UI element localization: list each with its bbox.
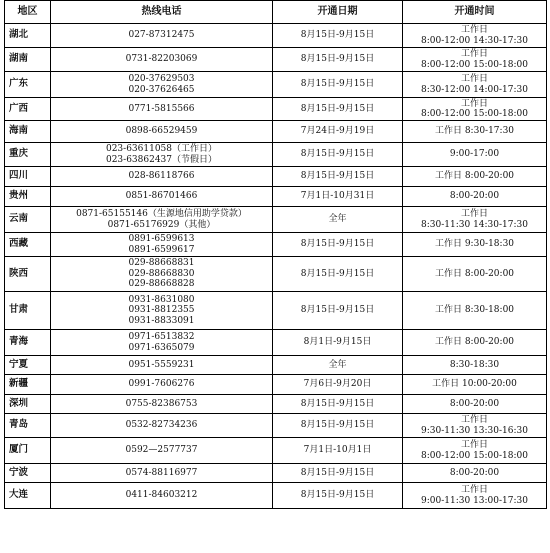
hours-cell: 工作日 8:00-12:00 14:30-17:30: [403, 24, 547, 48]
hotline-table: [4, 0, 547, 509]
header-dates: 开通日期: [273, 1, 403, 24]
phone-cell: 0991-7606276: [51, 375, 273, 395]
phone-cell: 0851-86701466: [51, 187, 273, 207]
hours-cell: 工作日 8:00-12:00 15:00-18:00: [403, 98, 547, 121]
phone-cell: 029-88668831 029-88668830 029-88668828: [51, 257, 273, 292]
table-row: [5, 72, 547, 98]
phone-cell: 020-37629503 020-37626465: [51, 72, 273, 98]
dates-cell: 7月6日-9月20日: [273, 375, 403, 395]
hours-cell: 工作日 8:30-11:30 14:30-17:30: [403, 207, 547, 233]
table-row: [5, 207, 547, 233]
dates-cell: 8月15日-9月15日: [273, 167, 403, 187]
table-row: [5, 375, 547, 395]
hours-cell: 工作日 8:00-12:00 15:00-18:00: [403, 438, 547, 464]
dates-cell: 8月15日-9月15日: [273, 414, 403, 438]
phone-cell: 0951-5559231: [51, 356, 273, 375]
phone-cell: 0898-66529459: [51, 121, 273, 143]
table-body: [5, 24, 547, 509]
hours-cell: 工作日 9:30-18:30: [403, 233, 547, 257]
table-row: [5, 98, 547, 121]
phone-cell: 023-63611058（工作日） 023-63862437（节假日）: [51, 143, 273, 167]
dates-cell: 8月15日-9月15日: [273, 48, 403, 72]
dates-cell: 8月15日-9月15日: [273, 143, 403, 167]
table-row: [5, 414, 547, 438]
table-row: [5, 24, 547, 48]
dates-cell: 8月15日-9月15日: [273, 233, 403, 257]
region-cell: 海南: [5, 121, 51, 143]
region-cell: 甘肃: [5, 292, 51, 330]
table-row: [5, 356, 547, 375]
phone-cell: 0731-82203069: [51, 48, 273, 72]
dates-cell: 7月1日-10月1日: [273, 438, 403, 464]
table-row: [5, 257, 547, 292]
region-cell: 湖北: [5, 24, 51, 48]
phone-cell: 0771-5815566: [51, 98, 273, 121]
hours-cell: 工作日 8:30-17:30: [403, 121, 547, 143]
hours-cell: 8:00-20:00: [403, 187, 547, 207]
table-row: [5, 395, 547, 414]
region-cell: 宁波: [5, 464, 51, 483]
phone-cell: 0971-6513832 0971-6365079: [51, 330, 273, 356]
region-cell: 大连: [5, 483, 51, 509]
hours-cell: 8:00-20:00: [403, 464, 547, 483]
phone-cell: 0532-82734236: [51, 414, 273, 438]
header-phone: 热线电话: [51, 1, 273, 24]
dates-cell: 8月1日-9月15日: [273, 330, 403, 356]
phone-cell: 0755-82386753: [51, 395, 273, 414]
phone-cell: 028-86118766: [51, 167, 273, 187]
dates-cell: 8月15日-9月15日: [273, 98, 403, 121]
region-cell: 新疆: [5, 375, 51, 395]
phone-cell: 0931-8631080 0931-8812355 0931-8833091: [51, 292, 273, 330]
dates-cell: 8月15日-9月15日: [273, 464, 403, 483]
region-cell: 云南: [5, 207, 51, 233]
dates-cell: 8月15日-9月15日: [273, 24, 403, 48]
table-row: [5, 121, 547, 143]
phone-cell: 0592—2577737: [51, 438, 273, 464]
hours-cell: 工作日 8:00-20:00: [403, 330, 547, 356]
dates-cell: 8月15日-9月15日: [273, 483, 403, 509]
region-cell: 湖南: [5, 48, 51, 72]
header-region: 地区: [5, 1, 51, 24]
hours-cell: 8:00-20:00: [403, 395, 547, 414]
hours-cell: 工作日 8:00-20:00: [403, 167, 547, 187]
region-cell: 重庆: [5, 143, 51, 167]
table-row: [5, 48, 547, 72]
region-cell: 陕西: [5, 257, 51, 292]
region-cell: 西藏: [5, 233, 51, 257]
phone-cell: 0411-84603212: [51, 483, 273, 509]
dates-cell: 7月1日-10月31日: [273, 187, 403, 207]
header-hours: 开通时间: [403, 1, 547, 24]
hours-cell: 工作日 8:00-20:00: [403, 257, 547, 292]
region-cell: 青海: [5, 330, 51, 356]
table-row: [5, 167, 547, 187]
hours-cell: 工作日 8:30-18:00: [403, 292, 547, 330]
dates-cell: 8月15日-9月15日: [273, 257, 403, 292]
phone-cell: 0574-88116977: [51, 464, 273, 483]
region-cell: 广东: [5, 72, 51, 98]
table-row: [5, 483, 547, 509]
hours-cell: 工作日 9:30-11:30 13:30-16:30: [403, 414, 547, 438]
region-cell: 宁夏: [5, 356, 51, 375]
table-row: [5, 464, 547, 483]
table-row: [5, 330, 547, 356]
dates-cell: 8月15日-9月15日: [273, 395, 403, 414]
table-row: [5, 143, 547, 167]
region-cell: 贵州: [5, 187, 51, 207]
phone-cell: 0891-6599613 0891-6599617: [51, 233, 273, 257]
hours-cell: 工作日 8:30-12:00 14:00-17:30: [403, 72, 547, 98]
table-row: [5, 438, 547, 464]
region-cell: 厦门: [5, 438, 51, 464]
table-header-row: [5, 1, 547, 24]
phone-cell: 027-87312475: [51, 24, 273, 48]
table-row: [5, 233, 547, 257]
hours-cell: 工作日 10:00-20:00: [403, 375, 547, 395]
region-cell: 青岛: [5, 414, 51, 438]
dates-cell: 8月15日-9月15日: [273, 292, 403, 330]
region-cell: 四川: [5, 167, 51, 187]
table-row: [5, 187, 547, 207]
dates-cell: 全年: [273, 207, 403, 233]
dates-cell: 全年: [273, 356, 403, 375]
hours-cell: 工作日 8:00-12:00 15:00-18:00: [403, 48, 547, 72]
dates-cell: 8月15日-9月15日: [273, 72, 403, 98]
hours-cell: 8:30-18:30: [403, 356, 547, 375]
region-cell: 广西: [5, 98, 51, 121]
region-cell: 深圳: [5, 395, 51, 414]
dates-cell: 7月24日-9月19日: [273, 121, 403, 143]
hours-cell: 工作日 9:00-11:30 13:00-17:30: [403, 483, 547, 509]
table-row: [5, 292, 547, 330]
phone-cell: 0871-65155146（生源地信用助学贷款） 0871-65176929（其他）: [51, 207, 273, 233]
hours-cell: 9:00-17:00: [403, 143, 547, 167]
